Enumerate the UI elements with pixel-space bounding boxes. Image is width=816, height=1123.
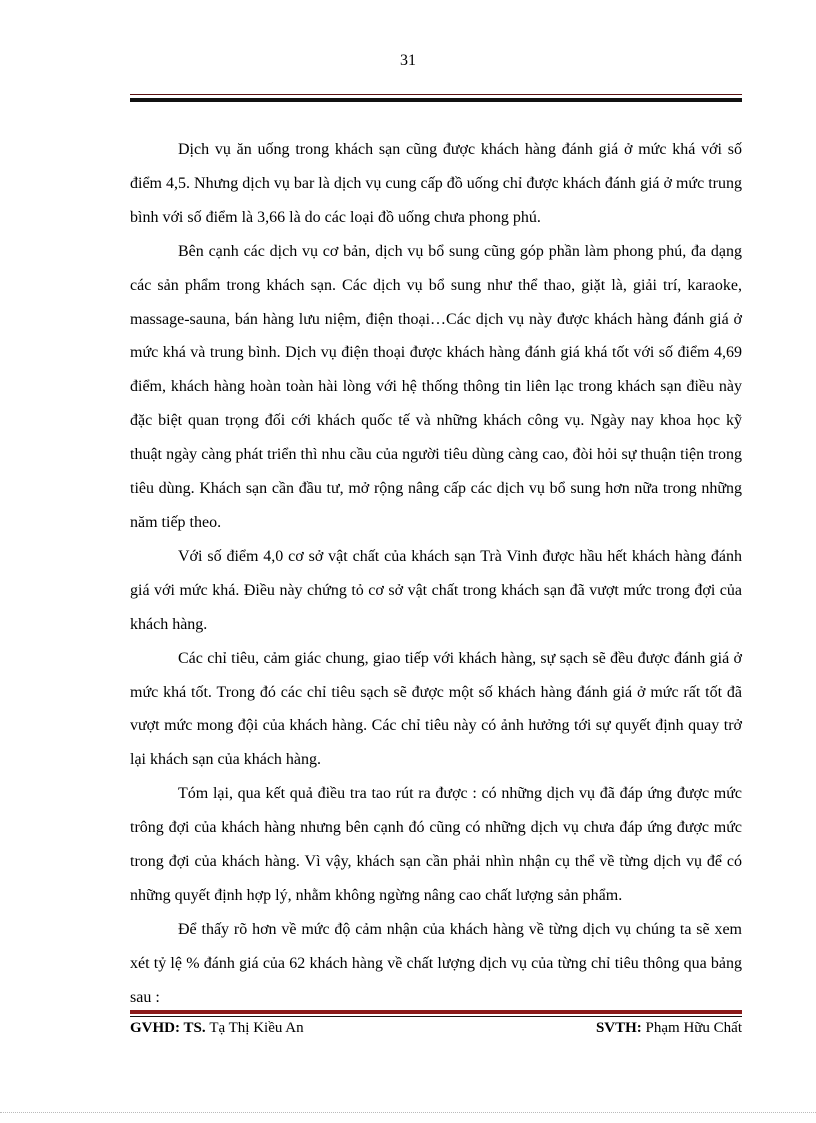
document-body [130, 133, 742, 1015]
footer-student [596, 1020, 742, 1037]
student-name: Phạm Hữu Chất [645, 1020, 742, 1036]
supervisor-name: Tạ Thị Kiều An [209, 1020, 304, 1036]
footer-rule-thin [130, 1016, 742, 1017]
paragraph-summary: Tóm lại, qua kết quả điều tra tao rút ra được : có những dịch vụ đã đáp ứng được mức trông đợi của khách hàng nhưng bên cạnh đó cũng có những dịch vụ chưa đáp ứng được mức trong đợi của khách hàng. Vì vậy, khách sạn cần phải nhìn nhận cụ thể về từng dịch vụ để có những quyết định hợp lý, nhằm không ngừng nâng cao chất lượng sản phẩm. [130, 785, 742, 904]
paragraph-criteria: Các chỉ tiêu, cảm giác chung, giao tiếp với khách hàng, sự sạch sẽ đều được đánh giá ở mức khá tốt. Trong đó các chỉ tiêu sạch sẽ được một số khách hàng đánh giá ở mức rất tốt đã vượt mức mong đội của khách hàng. Các chỉ tiêu này có ảnh hưởng tới sự quyết định quay trở lại khách sạn của khách hàng. [130, 649, 742, 769]
paragraph-table-intro: Để thấy rõ hơn về mức độ cảm nhận của khách hàng về từng dịch vụ chúng ta sẽ xem xét tỷ lệ % đánh giá của 62 khách hàng về chất lượng dịch vụ của từng chỉ tiêu thông qua bảng sau : [130, 920, 742, 1006]
page-number: 31 [400, 52, 416, 69]
supervisor-label: GVHD: TS. [130, 1020, 206, 1036]
paragraph-food-service: Dịch vụ ăn uống trong khách sạn cũng được khách hàng đánh giá ở mức khá với số điểm 4,5. Nhưng dịch vụ bar là dịch vụ cung cấp đồ uống chỉ được khách đánh giá ở mức trung bình với số điểm là 3,66 là do các loại đồ uống chưa phong phú. [130, 141, 742, 226]
page-edge-divider [0, 1112, 816, 1113]
page-footer [130, 1020, 742, 1037]
paragraph-additional-services: Bên cạnh các dịch vụ cơ bản, dịch vụ bổ sung cũng góp phần làm phong phú, đa dạng các sản phẩm trong khách sạn. Các dịch vụ bổ sung như thể thao, giặt là, giải trí, karaoke, massage-sauna, bán hàng lưu niệm, điện thoại…Các dịch vụ này được khách hàng đánh giá ở mức khá và trung bình. Dịch vụ điện thoại được khách hàng đánh giá khá tốt với số điểm 4,69 điểm, khách hàng hoàn toàn hài lòng với hệ thống thông tin liên lạc trong khách sạn điều này đặc biệt quan trọng đối cới khách quốc tế và những khách công vụ. Ngày nay khoa học kỹ thuật ngày càng phát triển thì nhu cầu của người tiêu dùng càng cao, đòi hỏi sự thuận tiện trong tiêu dùng. Khách sạn cần đầu tư, mở rộng nâng cấp các dịch vụ bổ sung hơn nữa trong những năm tiếp theo. [130, 242, 742, 531]
footer-rule-thick [130, 1010, 742, 1014]
header-rule-thin [130, 94, 742, 95]
header-rule-thick [130, 98, 742, 102]
student-label: SVTH: [595, 1020, 642, 1036]
paragraph-facilities: Với số điểm 4,0 cơ sở vật chất của khách sạn Trà Vinh được hầu hết khách hàng đánh giá với mức khá. Điều này chứng tỏ cơ sở vật chất trong khách sạn đã vượt mức trong đợi của khách hàng. [130, 547, 742, 633]
footer-supervisor [130, 1020, 304, 1037]
